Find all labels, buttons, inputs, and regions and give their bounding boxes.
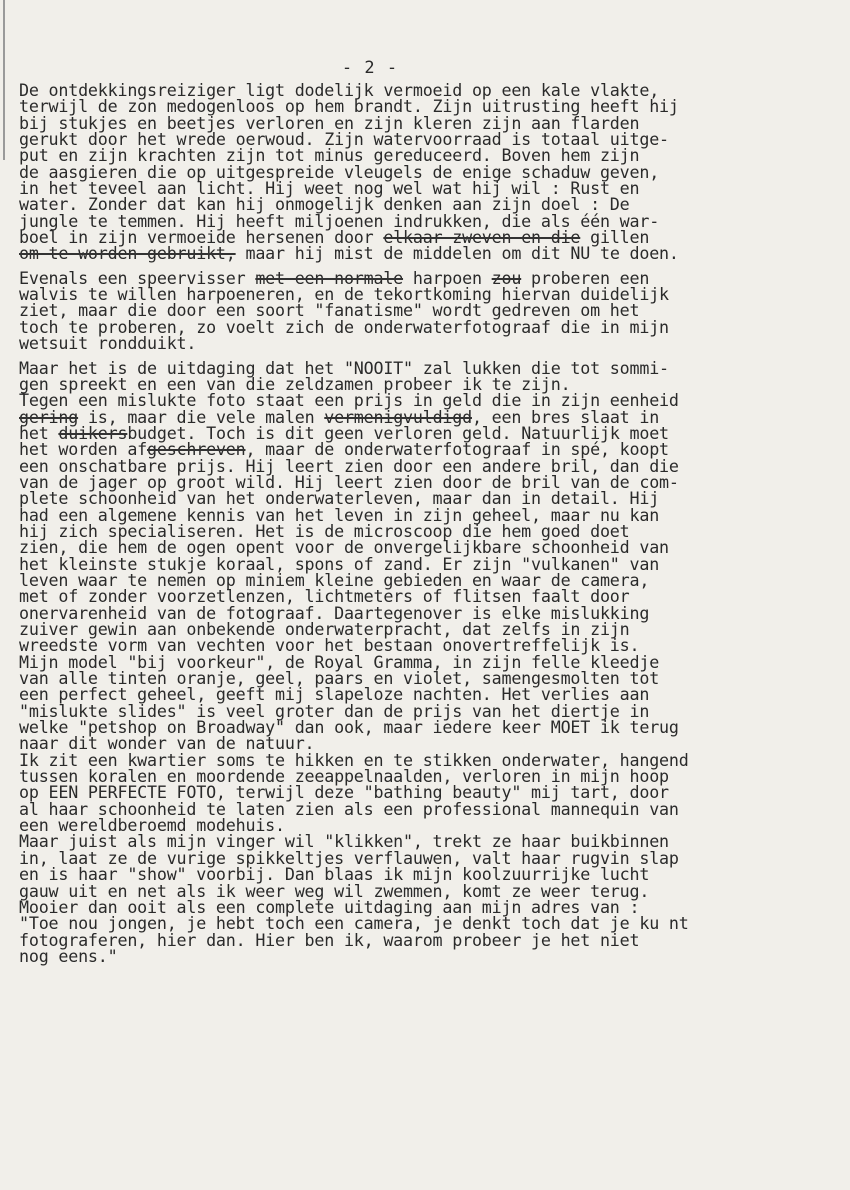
text-run: het	[19, 422, 59, 443]
text-run: Maar juist als mijn vinger wil "klikken", trekt ze haar buikbinnen	[19, 831, 669, 852]
text-run: nog eens."	[19, 945, 118, 966]
text-run: naar dit wonder van de natuur.	[19, 733, 315, 754]
text-run: terwijl de zon medogenloos op hem brandt. Zijn uitrusting heeft hij	[19, 96, 679, 117]
struck-text: gering	[19, 406, 79, 427]
struck-text: vermenigvuldigd	[324, 406, 472, 427]
struck-text: duikers	[58, 422, 128, 443]
text-run: van alle tinten oranje, geel, paars en violet, samengesmolten tot	[19, 668, 660, 689]
page-number: - 2 -	[341, 58, 399, 78]
text-run: welke "petshop on Broadway" dan ook, maar iedere keer MOET ik terug	[19, 717, 679, 738]
text-run: gillen	[580, 227, 650, 248]
text-run: , een bres slaat in	[471, 406, 660, 427]
text-run: fotograferen, hier dan. Hier ben ik, waarom probeer je het niet	[19, 929, 640, 950]
text-run: zuiver gewin aan onbekende onderwaterpracht, dat zelfs in zijn	[19, 619, 630, 639]
text-run: "mislukte slides" is veel groter dan de prijs van het diertje in	[19, 700, 650, 721]
text-run: budget. Toch is dit geen verloren geld. Natuurlijk moet	[127, 422, 669, 443]
text-run: maar hij mist de middelen om dit NU te doen.	[235, 243, 679, 264]
text-run: een onschatbare prijs. Hij leert zien door een andere bril, dan die	[19, 455, 679, 476]
text-run: in het teveel aan licht. Hij weet nog wel wat hij wil : Rust en	[19, 178, 640, 199]
text-run: wetsuit rondduikt.	[19, 333, 197, 354]
text-run: het kleinste stukje koraal, spons of zand. Er zijn "vulkanen" van	[19, 553, 660, 574]
paragraph	[19, 82, 809, 262]
text-run: al haar schoonheid te laten zien als een professional mannequin van	[19, 798, 679, 819]
struck-text: elkaar zweven en die	[383, 227, 581, 248]
text-run: hij zich specialiseren. Het is de microscoop die hem goed doet	[19, 520, 630, 541]
text-run: put en zijn krachten zijn tot minus gereduceerd. Boven hem zijn	[19, 145, 640, 166]
text-run: Evenals een speervisser	[19, 267, 256, 288]
text-run: toch te proberen, zo voelt zich de onderwaterfotograaf die in mijn	[19, 316, 669, 337]
text-line	[19, 243, 809, 264]
text-run: Tegen een mislukte foto staat een prijs in geld die in zijn eenheid	[19, 390, 679, 411]
text-run: in, laat ze de vurige spikkeltjes verflauwen, valt haar rugvin slap	[19, 847, 679, 868]
paragraph	[19, 357, 809, 966]
text-run: boel in zijn vermoeide hersenen door	[19, 227, 384, 248]
text-run: Mijn model "bij voorkeur", de Royal Gramma, in zijn felle kleedje	[19, 651, 660, 672]
text-run: met of zonder voorzetlenzen, lichtmeters of flitsen faalt door	[19, 586, 630, 607]
text-run: wreedste vorm van vechten voor het bestaan onovertreffelijk is.	[19, 635, 640, 656]
text-run: plete schoonheid van het onderwaterleven, maar dan in detail. Hij	[19, 488, 660, 509]
text-run: gerukt door het wrede oerwoud. Zijn watervoorraad is totaal uitge-	[19, 129, 669, 150]
text-run: Ik zit een kwartier soms te hikken en te stikken onderwater, hangend	[19, 749, 689, 770]
text-run: tussen koralen en moordende zeeappelnaalden, verloren in mijn hoop	[19, 766, 669, 787]
text-run: ziet, maar die door een soort "fanatisme" wordt gedreven om het	[19, 300, 640, 321]
text-run: had een algemene kennis van het leven in zijn geheel, maar nu kan	[19, 504, 660, 525]
text-run: proberen een	[521, 267, 650, 288]
text-run: De ontdekkingsreiziger ligt dodelijk vermoeid op een kale vlakte,	[19, 80, 660, 100]
body-text	[19, 82, 809, 964]
text-run: een wereldberoemd modehuis.	[19, 815, 285, 836]
text-run: onervarenheid van de fotograaf. Daartegenover is elke mislukking	[19, 602, 650, 623]
text-run: van de jager op groot wild. Hij leert zien door de bril van de com-	[19, 471, 679, 492]
text-run: zien, die hem de ogen opent voor de onvergelijkbare schoonheid van	[19, 537, 669, 558]
struck-text: om te worden gebruikt,	[19, 243, 236, 264]
text-run: en is haar "show" voorbij. Dan blaas ik mijn koolzuurrijke lucht	[19, 864, 650, 885]
text-run: "Toe nou jongen, je hebt toch een camera, je denkt toch dat je ku nt	[19, 913, 689, 934]
struck-text: geschreven	[147, 439, 246, 460]
margin-mark	[3, 0, 5, 160]
text-run: op EEN PERFECTE FOTO, terwijl deze "bathing beauty" mij tart, door	[19, 782, 669, 803]
text-run: gauw uit en net als ik weer weg wil zwemmen, komt ze weer terug.	[19, 880, 650, 901]
text-run: leven waar te nemen op miniem kleine gebieden en waar de camera,	[19, 569, 650, 590]
text-run: water. Zonder dat kan hij onmogelijk denken aan zijn doel : De	[19, 194, 630, 215]
text-run: is, maar die vele malen	[78, 406, 325, 427]
text-run: harpoen	[403, 267, 492, 288]
text-line	[19, 333, 809, 354]
text-run: een perfect geheel, geeft mij slapeloze nachten. Het verlies aan	[19, 684, 650, 705]
text-line	[19, 945, 809, 966]
text-run: bij stukjes en beetjes verloren en zijn kleren zijn aan flarden	[19, 112, 640, 133]
paragraph	[19, 267, 809, 354]
text-line	[19, 929, 809, 950]
text-run: de aasgieren die op uitgespreide vleugels de enige schaduw geven,	[19, 161, 660, 182]
struck-text: met een normale	[255, 267, 404, 288]
text-run: gen spreekt en een van die zeldzamen probeer ik te zijn.	[19, 373, 571, 394]
text-run: , maar de onderwaterfotograaf in spé, koopt	[245, 439, 669, 460]
text-run: Mooier dan ooit als een complete uitdaging aan mijn adres van :	[19, 896, 640, 917]
text-run: jungle te temmen. Hij heeft miljoenen indrukken, die als één war-	[19, 210, 660, 231]
text-run: het worden af	[19, 439, 148, 460]
struck-text: zou	[491, 267, 522, 288]
text-run: Maar het is de uitdaging dat het "NOOIT" zal lukken die tot sommi-	[19, 357, 669, 378]
text-run: walvis te willen harpoeneren, en de tekortkoming hiervan duidelijk	[19, 284, 669, 305]
